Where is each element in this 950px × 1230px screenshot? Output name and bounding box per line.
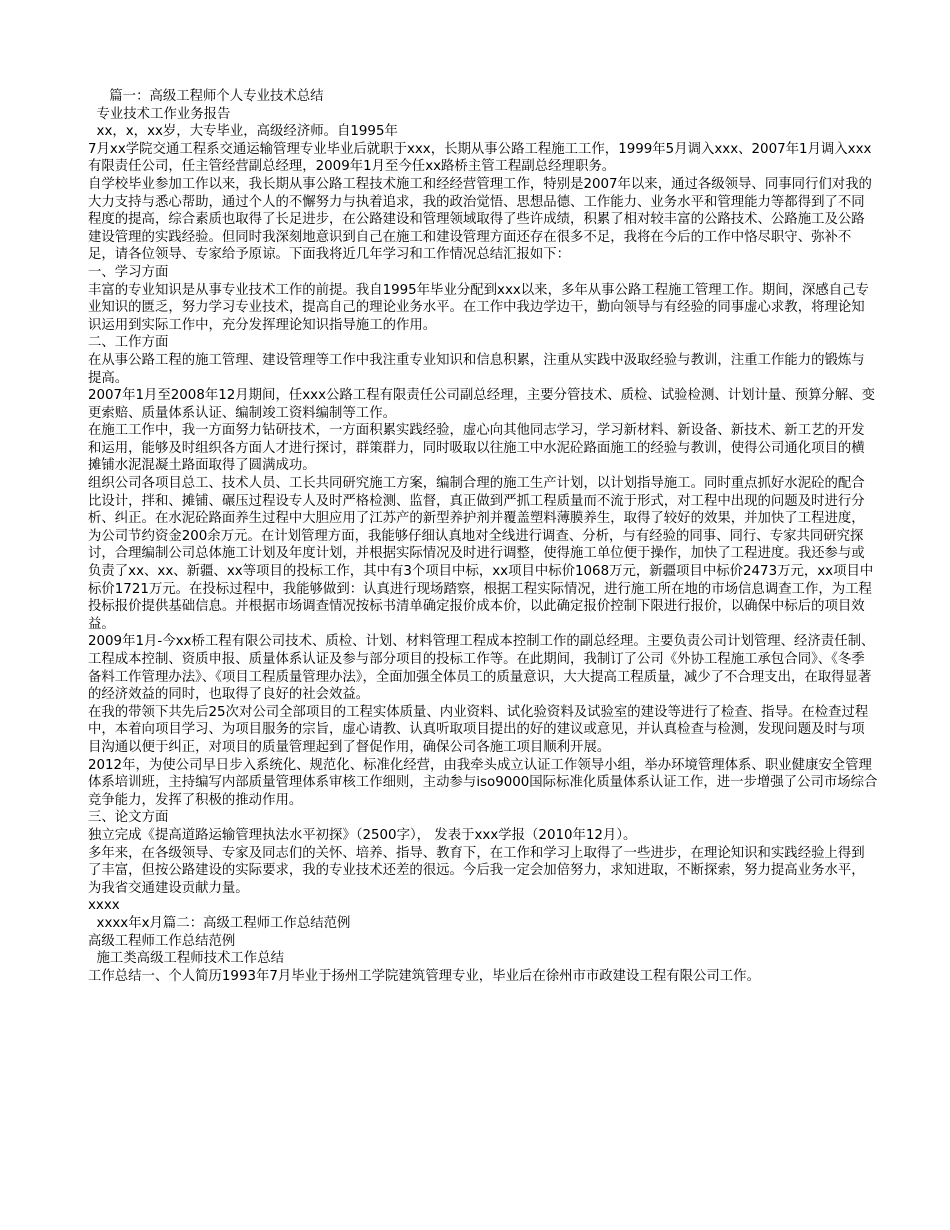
paragraph: 2009年1月-今xx桥工程有限公司技术、质检、计划、材料管理工程成本控制工作的副总经理。主要负责公司计划管理、经济责任制、工程成本控制、资质申报、质量体系认证及参与部分项目的投标工作等。在此期间，我制订了公司《外协工程施工承包合同》、《冬季备料工作管理办法》、《项目工程质量管理办法》，全面加强全体员工的质量意识，大大提高工程质量，减少了不合理支出，在取得显著的经济效益的同时，也取得了良好的社会效益。 [88, 634, 875, 703]
heading-papers: 三、论文方面 [88, 810, 169, 826]
section-two-heading: 高级工程师工作总结范例 [88, 933, 236, 949]
paragraph: 在施工工作中，我一方面努力钻研技术，一方面积累实践经验，虚心向其他同志学习，学习新材料、新设备、新技术、新工艺的开发和运用，能够及时组织各方面人才进行探讨，群策群力，同时吸取以往施工中水泥砼路面施工的经验与教训，使得公司通化项目的横摊铺水泥混凝土路面取得了圆满成功。 [88, 423, 865, 474]
paragraph: 在从事公路工程的施工管理、建设管理等工作中我注重专业知识和信息积累，注重从实践中汲取经验与教训，注重工作能力的锻炼与提高。 [88, 352, 865, 386]
signature-date-and-section-two-title: xxxx年x月篇二：高级工程师工作总结范例 [88, 915, 351, 931]
signature-name: xxxx [88, 898, 120, 914]
paragraph: 工作总结一、个人简历1993年7月毕业于扬州工学院建筑管理专业，毕业后在徐州市市政建设工程有限公司工作。 [88, 968, 760, 984]
paragraph: 2007年1月至2008年12月期间，任xxx公路工程有限责任公司副总经理，主要分管技术、质检、试验检测、计划计量、预算分解、变更索赔、质量体系认证、编制竣工资料编制等工作。 [88, 388, 876, 421]
paragraph: 自学校毕业参加工作以来，我长期从事公路工程技术施工和经经营管理工作，特别是2007年以来，通过各级领导、同事同行们对我的大力支持与悉心帮助，通过个人的不懈努力与执着追求，我的政治觉悟、思想品德、工作能力、业务水平和管理能力等都得到了不同程度的提高，综合素质也取得了长足进步，在公路建设和管理领域取得了些许成绩，积累了相对较丰富的公路技术、公路施工及公路建设管理的实践经验。但同时我深刻地意识到自己在施工和建设管理方面还存在很多不足，我将在今后的工作中恪尽职守、弥补不足，请各位领导、专家给予原谅。下面我将近几年学习和工作情况总结汇报如下： [88, 176, 872, 263]
paragraph: 丰富的专业知识是从事专业技术工作的前提。我自1995年毕业分配到xxx以来，多年从事公路工程施工管理工作。期间，深感自己专业知识的匮乏，努力学习专业技术，提高自己的理论业务水平。在工作中我边学边干，勤向领导与有经验的同事虚心求教，将理论知识运用到实际工作中，充分发挥理论知识指导施工的作用。 [88, 282, 869, 333]
report-subtitle: 专业技术工作业务报告 [88, 106, 231, 122]
paragraph: 组织公司各项目总工、技术人员、工长共同研究施工方案，编制合理的施工生产计划，以计划指导施工。同时重点抓好水泥砼的配合比设计，拌和、摊铺、碾压过程设专人及时严格检测、监督，真正做到严抓工程质量而不流于形式，对工程中出现的问题及时进行分析、纠正。在水泥砼路面养生过程中大胆应用了江苏产的新型养护剂并覆盖塑料薄膜养生，取得了较好的效果，并加快了工程进度，为公司节约资金200余万元。在计划管理方面，我能够仔细认真地对全线进行调查、分析，与有经验的同事、同行、专家共同研究探讨，合理编制公司总体施工计划及年度计划，并根据实际情况及时进行调整，使得施工单位便于操作，加快了工程进度。我还参与或负责了xx、xx、新疆、xx等项目的投标工作，其中有3个项目中标，xx项目中标价1068万元，新疆项目中标价2473万元，xx项目中标价1721万元。在投标过程中，我能够做到：认真进行现场踏察，根据工程实际情况，进行施工所在地的市场信息调查工作，为工程投标报价提供基础信息。并根据市场调查情况按标书清单确定报价成本价，以此确定报价控制下限进行报价，以确保中标后的项目效益。 [88, 476, 874, 632]
section-two-subheading: 施工类高级工程师技术工作总结 [88, 951, 284, 967]
document-body [88, 88, 878, 985]
paragraph: xx，x，xx岁，大专毕业，高级经济师。自1995年 [88, 124, 398, 140]
paragraph: 2012年，为使公司早日步入系统化、规范化、标准化经营，由我牵头成立认证工作领导小组，举办环境管理体系、职业健康安全管理体系培训班，主持编写内部质量管理体系审核工作细则，主动参与iso9000国际标准化质量体系认证工作，进一步增强了公司市场综合竞争能力，发挥了积极的推动作用。 [88, 757, 878, 808]
paragraph: 在我的带领下共先后25次对公司全部项目的工程实体质量、内业资料、试化验资料及试验室的建设等进行了检查、指导。在检查过程中，本着向项目学习、为项目服务的宗旨，虚心请教、认真听取项目提出的好的建议或意见，并认真检查与检测，发现问题及时与项目沟通以便于纠正，对项目的质量管理起到了督促作用，确保公司各施工项目顺利开展。 [88, 704, 869, 755]
paragraph: 7月xx学院交通工程系交通运输管理专业毕业后就职于xxx，长期从事公路工程施工工作，1999年5月调入xxx、2007年1月调入xxx有限责任公司，任主管经营副总经理，2009年1月至今任xx路桥主管工程副总经理职务。 [88, 141, 872, 175]
section-title: 篇一：高级工程师个人专业技术总结 [88, 89, 324, 104]
paragraph: 多年来，在各级领导、专家及同志们的关怀、培养、指导、教育下，在工作和学习上取得了一些进步，在理论知识和实践经验上得到了丰富，但按公路建设的实际要求，我的专业技术还差的很远。今后我一定会加倍努力，求知进取，不断探索，努力提高业务水平，为我省交通建设贡献力量。 [88, 845, 865, 896]
heading-work: 二、工作方面 [88, 335, 169, 351]
paragraph: 独立完成《提高道路运输管理执法水平初探》（2500字）， 发表于xxx学报（2010年12月）。 [88, 827, 637, 843]
heading-study: 一、学习方面 [88, 264, 169, 280]
